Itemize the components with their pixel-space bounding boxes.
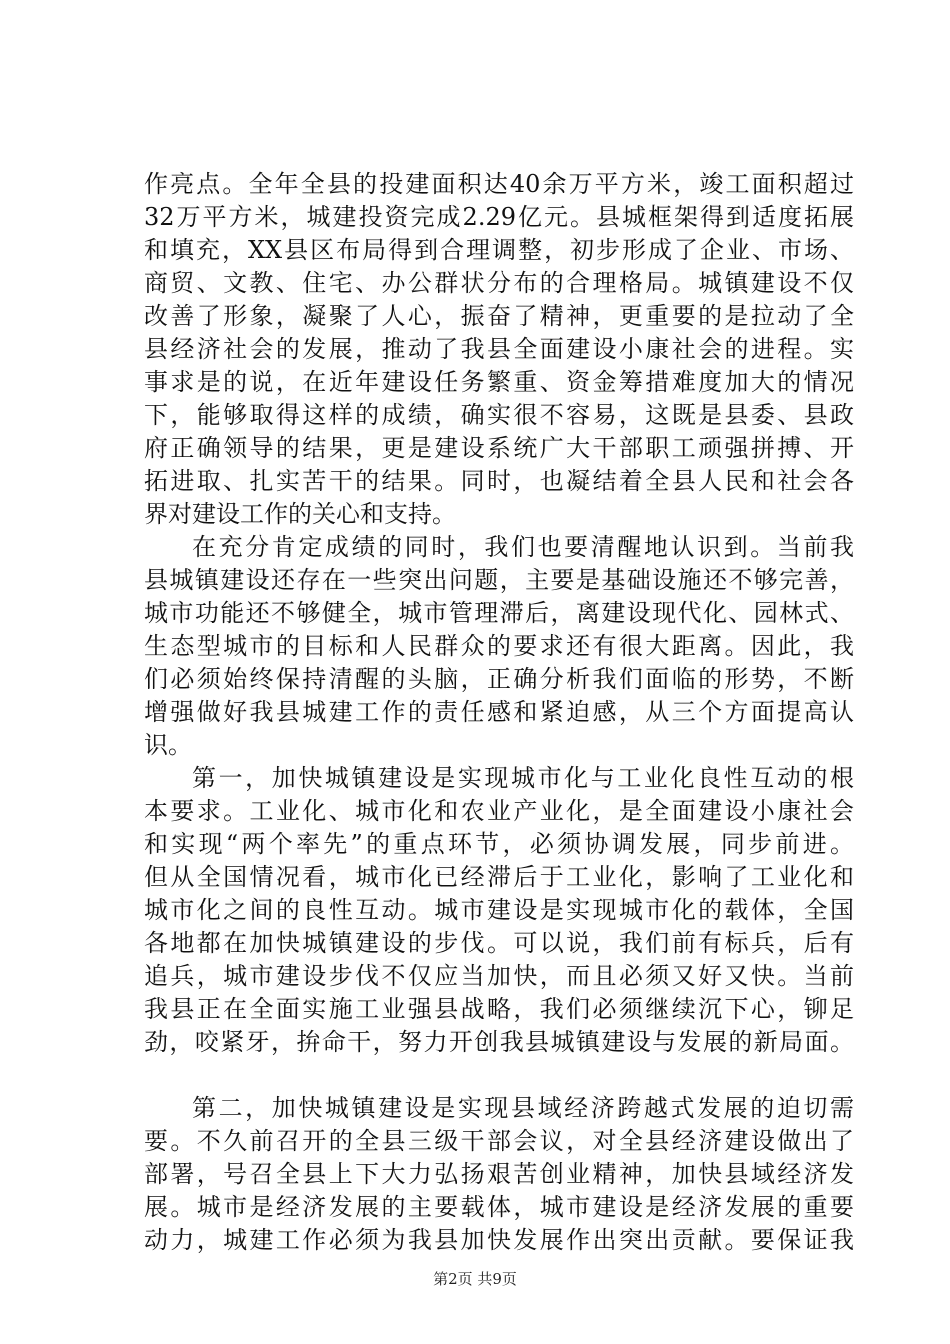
- text-line: 和填充，XX县区布局得到合理调整，初步形成了企业、市场、: [144, 236, 854, 264]
- text-line: 事求是的说，在近年建设任务繁重、资金筹措难度加大的情况: [144, 368, 854, 396]
- text-line: 各地都在加快城镇建设的步伐。可以说，我们前有标兵，后有: [144, 929, 854, 957]
- text-line: 县城镇建设还存在一些突出问题，主要是基础设施还不够完善，: [144, 566, 854, 594]
- text-line: 动力，城建工作必须为我县加快发展作出突出贡献。要保证我: [144, 1226, 854, 1254]
- text-line: 城市功能还不够健全，城市管理滞后，离建设现代化、园林式、: [144, 599, 854, 627]
- page-number-footer: 第2页 共9页: [433, 1270, 517, 1288]
- text-line: 们必须始终保持清醒的头脑，正确分析我们面临的形势，不断: [144, 665, 854, 693]
- text-line: 展。城市是经济发展的主要载体，城市建设是经济发展的重要: [144, 1193, 854, 1221]
- text-line: 我县正在全面实施工业强县战略，我们必须继续沉下心，铆足: [144, 995, 854, 1023]
- text-line: 追兵，城市建设步伐不仅应当加快，而且必须又好又快。当前: [144, 962, 854, 990]
- paragraph-gap: [144, 1059, 854, 1092]
- text-line: 增强做好我县城建工作的责任感和紧迫感，从三个方面提高认: [144, 698, 854, 726]
- text-line: 要。不久前召开的全县三级干部会议，对全县经济建设做出了: [144, 1127, 854, 1155]
- text-line: 生态型城市的目标和人民群众的要求还有很大距离。因此，我: [144, 632, 854, 660]
- text-line: 识。: [144, 731, 192, 759]
- text-line: 府正确领导的结果，更是建设系统广大干部职工顽强拼搏、开: [144, 434, 854, 462]
- text-line: 商贸、文教、住宅、办公群状分布的合理格局。城镇建设不仅: [144, 269, 854, 297]
- text-line: 本要求。工业化、城市化和农业产业化，是全面建设小康社会: [144, 797, 854, 825]
- text-line: 部署，号召全县上下大力弘扬艰苦创业精神，加快县域经济发: [144, 1160, 854, 1188]
- document-body: [144, 168, 854, 1257]
- text-line: 县经济社会的发展，推动了我县全面建设小康社会的进程。实: [144, 335, 854, 363]
- text-line: 城市化之间的良性互动。城市建设是实现城市化的载体，全国: [144, 896, 854, 924]
- paragraph-first-line: 第二，加快城镇建设是实现县域经济跨越式发展的迫切需: [192, 1094, 854, 1122]
- text-line: 劲，咬紧牙，拚命干，努力开创我县城镇建设与发展的新局面。: [144, 1028, 854, 1056]
- text-line: 下，能够取得这样的成绩，确实很不容易，这既是县委、县政: [144, 401, 854, 429]
- text-line: 改善了形象，凝聚了人心，振奋了精神，更重要的是拉动了全: [144, 302, 854, 330]
- paragraph-first-line: 在充分肯定成绩的同时，我们也要清醒地认识到。当前我: [192, 533, 854, 561]
- text-line: 界对建设工作的关心和支持。: [144, 500, 456, 528]
- text-line: 32万平方米，城建投资完成2.29亿元。县城框架得到适度拓展: [144, 203, 854, 231]
- text-line: 和实现“两个率先”的重点环节，必须协调发展，同步前进。: [144, 830, 854, 858]
- text-line: 拓进取、扎实苦干的结果。同时，也凝结着全县人民和社会各: [144, 467, 854, 495]
- text-line: 但从全国情况看，城市化已经滞后于工业化，影响了工业化和: [144, 863, 854, 891]
- paragraph-first-line: 第一，加快城镇建设是实现城市化与工业化良性互动的根: [192, 764, 854, 792]
- text-line: 作亮点。全年全县的投建面积达40余万平方米，竣工面积超过: [144, 170, 854, 198]
